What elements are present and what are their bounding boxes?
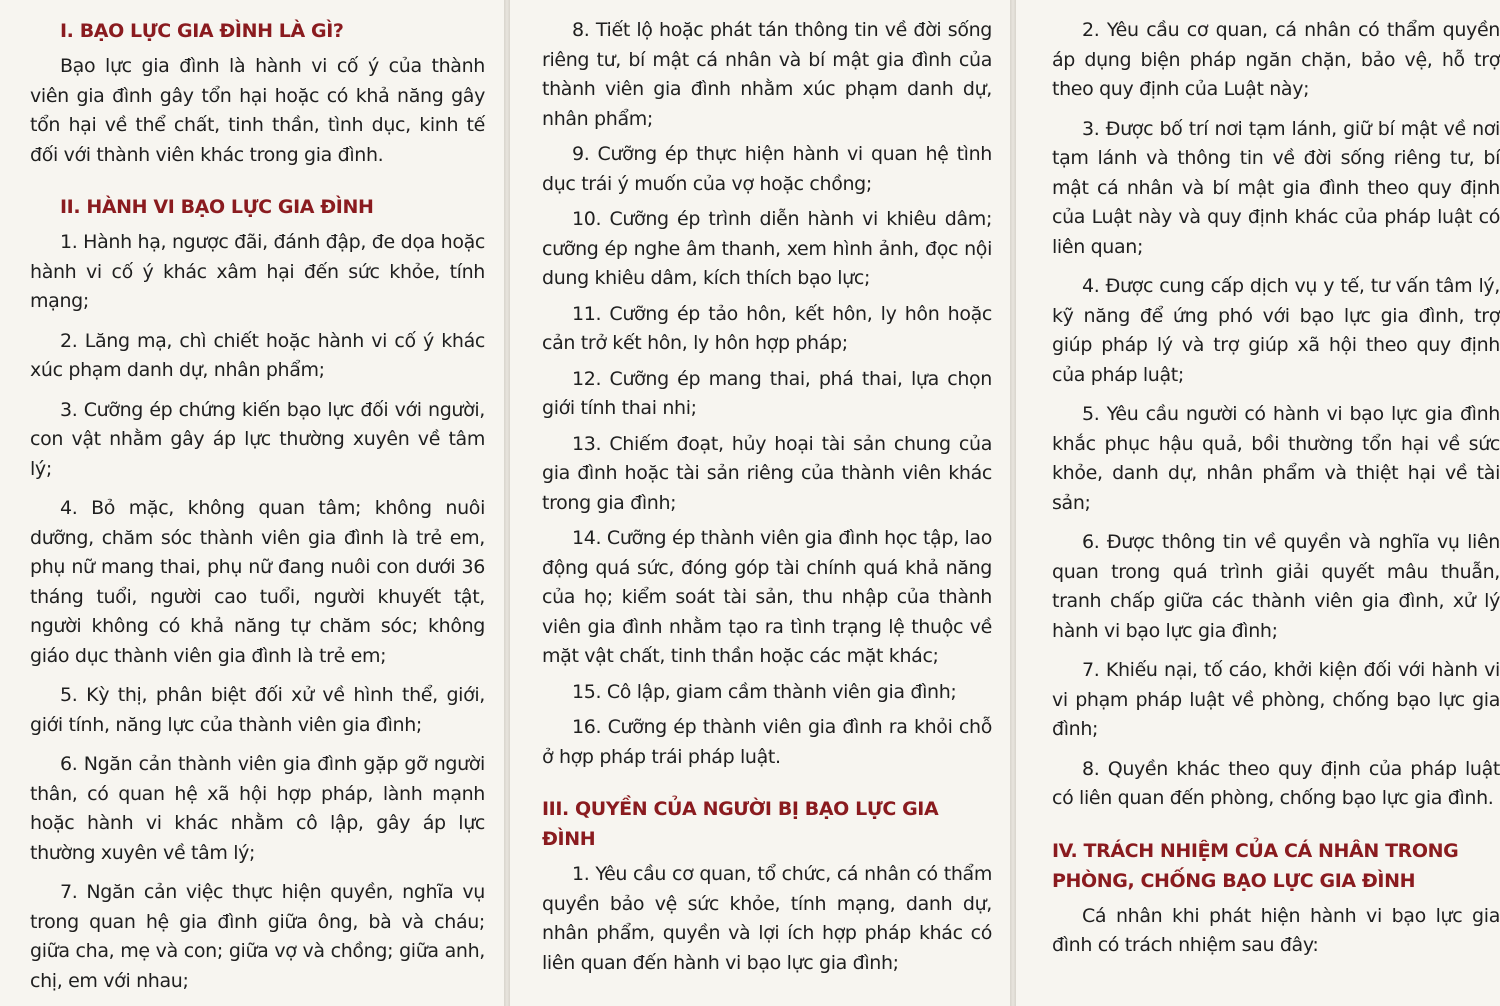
right-item-4: 4. Được cung cấp dịch vụ y tế, tư vấn tâm lý, kỹ năng để ứng phó với bạo lực gia đình, trợ giúp pháp lý và trợ giúp xã hội theo quy định của pháp luật;: [1052, 275, 1500, 386]
right-item-1: 1. Yêu cầu cơ quan, tổ chức, cá nhân có thẩm quyền bảo vệ sức khỏe, tính mạng, danh dự, nhân phẩm, quyền và lợi ích hợp pháp khác có liên quan đến hành vi bạo lực gia đình;: [542, 863, 992, 974]
section-heading-2: II. HÀNH VI BẠO LỰC GIA ĐÌNH: [60, 196, 374, 218]
right-item-7: 7. Khiếu nại, tố cáo, khởi kiện đối với hành vi vi phạm pháp luật về phòng, chống bạo lực gia đình;: [1052, 659, 1500, 740]
responsibility-intro: Cá nhân khi phát hiện hành vi bạo lực gia đình có trách nhiệm sau đây:: [1052, 904, 1500, 956]
definition-paragraph: Bạo lực gia đình là hành vi cố ý của thành viên gia đình gây tổn hại hoặc có khả năng gây tổn hại về thể chất, tinh thần, tình dục, kinh tế đối với thành viên khác trong gia đình.: [30, 55, 485, 166]
behavior-item-14: 14. Cưỡng ép thành viên gia đình học tập, lao động quá sức, đóng góp tài chính quá khả năng của họ; kiểm soát tài sản, thu nhập của thành viên gia đình nhằm tạo ra tình trạng lệ thuộc về mặt vật chất, tinh thần hoặc các mặt khác;: [542, 527, 992, 667]
right-item-6: 6. Được thông tin về quyền và nghĩa vụ liên quan trong quá trình giải quyết mâu thuẫn, tranh chấp giữa các thành viên gia đình, xử lý hành vi bạo lực gia đình;: [1052, 531, 1500, 642]
behavior-item-5: 5. Kỳ thị, phân biệt đối xử về hình thể, giới, giới tính, năng lực của thành viên gia đình;: [30, 684, 485, 736]
behavior-item-15: 15. Cô lập, giam cầm thành viên gia đình;: [572, 680, 957, 703]
behavior-item-1: 1. Hành hạ, ngược đãi, đánh đập, đe dọa hoặc hành vi cố ý khác xâm hại đến sức khỏe, tính mạng;: [30, 231, 485, 312]
right-item-2: 2. Yêu cầu cơ quan, cá nhân có thẩm quyền áp dụng biện pháp ngăn chặn, bảo vệ, hỗ trợ theo quy định của Luật này;: [1052, 19, 1500, 100]
behavior-item-12: 12. Cưỡng ép mang thai, phá thai, lựa chọn giới tính thai nhi;: [542, 367, 992, 419]
column-2: [510, 0, 1012, 1006]
right-item-5: 5. Yêu cầu người có hành vi bạo lực gia đình khắc phục hậu quả, bồi thường tổn hại về sức khỏe, danh dự, nhân phẩm và thiệt hại về tài sản;: [1052, 403, 1500, 514]
behavior-item-6: 6. Ngăn cản thành viên gia đình gặp gỡ người thân, có quan hệ xã hội hợp pháp, lành mạnh hoặc hành vi khác nhằm cô lập, gây áp lực thường xuyên về tâm lý;: [30, 753, 485, 864]
behavior-item-3: 3. Cưỡng ép chứng kiến bạo lực đối với người, con vật nhằm gây áp lực thường xuyên về tâm lý;: [30, 398, 485, 480]
behavior-item-13: 13. Chiếm đoạt, hủy hoại tài sản chung của gia đình hoặc tài sản riêng của thành viên khác trong gia đình;: [542, 432, 992, 514]
column-3: [1016, 0, 1500, 1006]
column-1: [0, 0, 505, 1006]
behavior-item-2: 2. Lăng mạ, chì chiết hoặc hành vi cố ý khác xúc phạm danh dự, nhân phẩm;: [30, 329, 485, 381]
behavior-item-4: 4. Bỏ mặc, không quan tâm; không nuôi dưỡng, chăm sóc thành viên gia đình là trẻ em, phụ nữ mang thai, phụ nữ đang nuôi con dưới 36 tháng tuổi, người cao tuổi, người khuyết tật, người không có khả năng tự chăm sóc; không giáo dục thành viên gia đình là trẻ em;: [30, 497, 485, 667]
section-heading-4: IV. TRÁCH NHIỆM CỦA CÁ NHÂN TRONG PHÒNG, CHỐNG BẠO LỰC GIA ĐÌNH: [1052, 839, 1459, 892]
behavior-item-8: 8. Tiết lộ hoặc phát tán thông tin về đời sống riêng tư, bí mật cá nhân và bí mật gia đình của thành viên gia đình nhằm xúc phạm danh dự, nhân phẩm;: [542, 19, 992, 130]
behavior-item-9: 9. Cưỡng ép thực hiện hành vi quan hệ tình dục trái ý muốn của vợ hoặc chồng;: [542, 143, 992, 195]
section-heading-3: III. QUYỀN CỦA NGƯỜI BỊ BẠO LỰC GIA ĐÌNH: [542, 798, 939, 850]
right-item-3: 3. Được bố trí nơi tạm lánh, giữ bí mật về nơi tạm lánh và thông tin về đời sống riêng tư, bí mật cá nhân và bí mật gia đình theo quy định của Luật này và quy định khác của pháp luật có liên quan;: [1052, 117, 1500, 258]
section-heading-1: I. BẠO LỰC GIA ĐÌNH LÀ GÌ?: [60, 20, 344, 42]
behavior-item-10: 10. Cưỡng ép trình diễn hành vi khiêu dâm; cưỡng ép nghe âm thanh, xem hình ảnh, đọc nội dung khiêu dâm, kích thích bạo lực;: [542, 208, 992, 289]
behavior-item-7: 7. Ngăn cản việc thực hiện quyền, nghĩa vụ trong quan hệ gia đình giữa ông, bà và cháu; giữa cha, mẹ và con; giữa vợ và chồng; giữa anh, chị, em với nhau;: [30, 881, 485, 992]
behavior-item-16: 16. Cưỡng ép thành viên gia đình ra khỏi chỗ ở hợp pháp trái pháp luật.: [542, 716, 992, 768]
behavior-item-11: 11. Cưỡng ép tảo hôn, kết hôn, ly hôn hoặc cản trở kết hôn, ly hôn hợp pháp;: [542, 302, 992, 354]
right-item-8: 8. Quyền khác theo quy định của pháp luật có liên quan đến phòng, chống bạo lực gia đình.: [1052, 757, 1500, 809]
